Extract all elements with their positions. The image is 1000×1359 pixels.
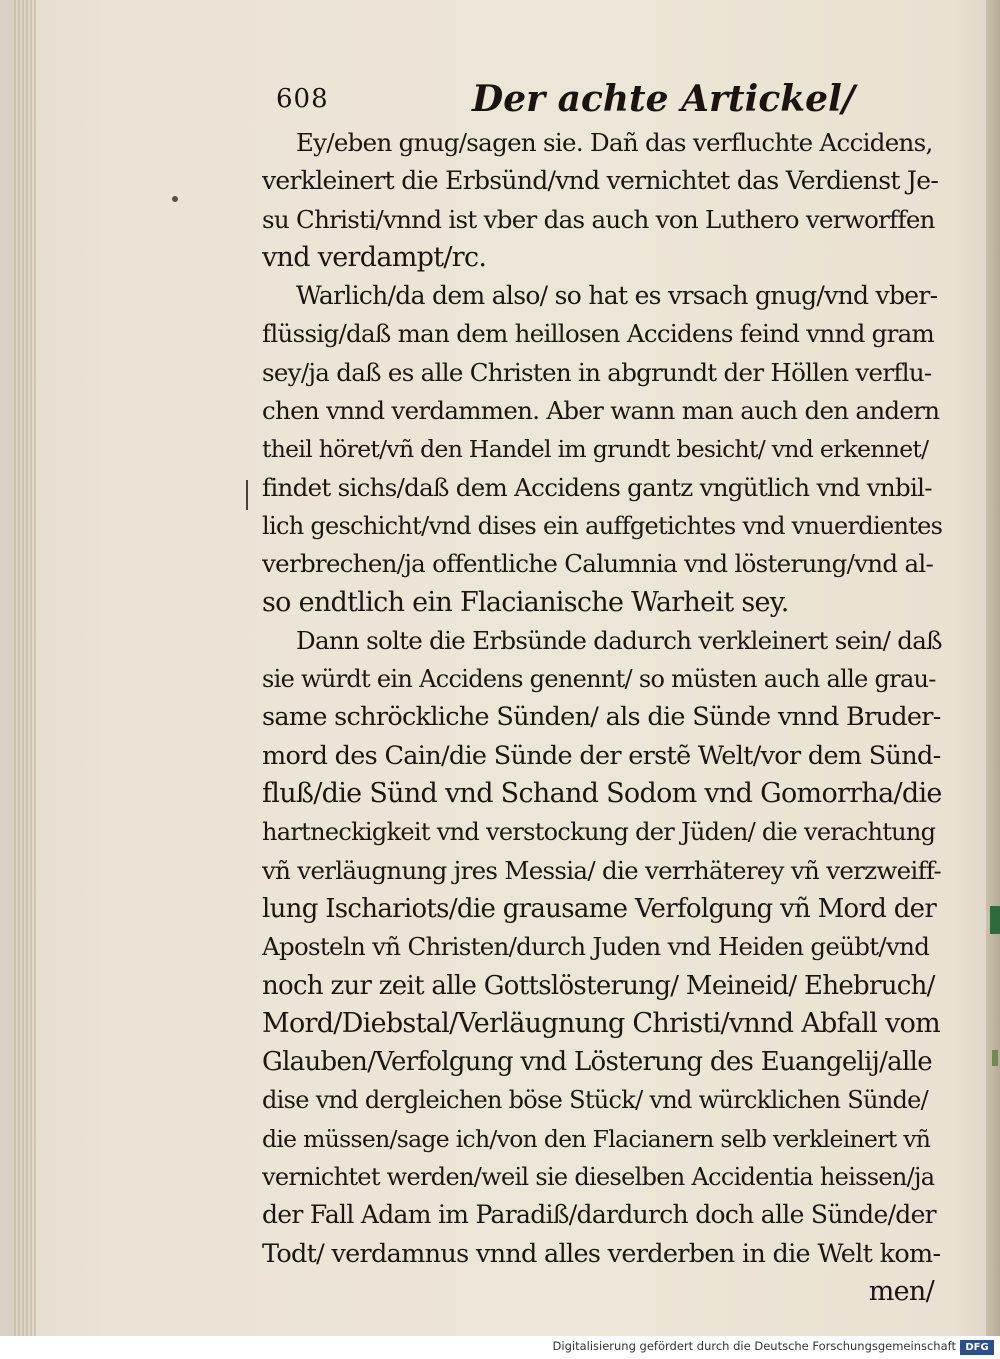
text-line: lich geschicht/vnd dises ein auffgetichtes vnd vnuerdientes xyxy=(262,511,942,540)
text-line: fluß/die Sünd vnd Schand Sodom vnd Gomorrha/die xyxy=(262,778,942,810)
text-line: Ey/eben gnug/sagen sie. Dañ das verfluchte Accidens, xyxy=(296,128,933,157)
text-line: Aposteln vñ Christen/durch Juden vnd Heiden geübt/vnd xyxy=(262,932,930,962)
ink-spot xyxy=(172,196,178,202)
text-line: der Fall Adam im Paradiß/dardurch doch alle Sünde/der xyxy=(262,1200,936,1230)
text-line: same schröckliche Sünden/ als die Sünde vnnd Bruder- xyxy=(262,702,941,733)
text-line: theil höret/vñ den Handel im grundt besicht/ vnd erkennet/ xyxy=(262,435,929,464)
text-line: mord des Cain/die Sünde der erstẽ Welt/vor dem Sünd- xyxy=(262,740,941,771)
text-line: lung Ischariots/die grausame Verfolgung vñ Mord der xyxy=(262,893,937,924)
text-line: Mord/Diebstal/Verläugnung Christi/vnnd Abfall vom xyxy=(262,1007,941,1039)
page-edges xyxy=(14,0,36,1336)
color-tab-small xyxy=(992,1050,998,1066)
page-right-edge xyxy=(986,0,1000,1336)
text-line: vnd verdampt/rc. xyxy=(262,241,487,273)
text-line: vñ verläugnung jres Messia/ die verrhäterey vñ verzweiff- xyxy=(262,855,942,885)
text-line: Glauben/Verfolgung vnd Lösterung des Euangelij/alle xyxy=(262,1047,932,1078)
text-line: su Christi/vnnd ist vber das auch von Luthero verworffen xyxy=(262,204,935,234)
text-line: sey/ja daß es alle Christen in abgrundt der Höllen verflu- xyxy=(262,357,932,387)
text-line: noch zur zeit alle Gottslösterung/ Meineid/ Ehebruch/ xyxy=(262,970,935,1001)
digitization-footer xyxy=(0,1336,1000,1359)
text-line: hartneckigkeit vnd verstockung der Jüden/ die verachtung xyxy=(262,818,936,847)
catchword: men/ xyxy=(868,1275,934,1307)
running-title: Der achte Artickel/ xyxy=(472,78,855,120)
text-line: chen vnnd verdammen. Aber wann man auch den andern xyxy=(262,396,940,426)
text-line: vernichtet werden/weil sie dieselben Accidentia heissen/ja xyxy=(262,1163,935,1192)
text-line: so endtlich ein Flacianische Warheit sey. xyxy=(262,586,789,618)
page-header xyxy=(14,76,1000,126)
text-line: Todt/ verdamnus vnnd alles verderben in die Welt kom- xyxy=(262,1238,941,1269)
footer-credit: Digitalisierung gefördert durch die Deutsche Forschungsgemeinschaft xyxy=(552,1339,956,1353)
dfg-logo: DFG xyxy=(960,1340,994,1355)
margin-mark xyxy=(246,480,248,510)
text-line: Dann solte die Erbsünde dadurch verkleinert sein/ daß xyxy=(296,625,942,655)
text-line: die müssen/sage ich/von den Flacianern selb verkleinert vñ xyxy=(262,1124,931,1153)
body-text xyxy=(262,124,942,1311)
text-line: Warlich/da dem also/ so hat es vrsach gnug/vnd vber- xyxy=(296,281,938,311)
color-tab xyxy=(990,906,1000,934)
text-line: findet sichs/daß dem Accidens gantz vngütlich vnd vnbil- xyxy=(262,472,932,502)
book-page xyxy=(14,0,1000,1336)
page-number: 608 xyxy=(276,84,329,114)
text-line: sie würdt ein Accidens genennt/ so müsten auch alle grau- xyxy=(262,665,936,694)
text-line: dise vnd dergleichen böse Stück/ vnd würcklichen Sünde/ xyxy=(262,1086,929,1115)
text-line: flüssig/daß man dem heillosen Accidens feind vnnd gram xyxy=(262,319,935,349)
text-line: verkleinert die Erbsünd/vnd vernichtet das Verdienst Je- xyxy=(262,166,939,196)
text-line: verbrechen/ja offentliche Calumnia vnd lösterung/vnd al- xyxy=(262,549,934,579)
